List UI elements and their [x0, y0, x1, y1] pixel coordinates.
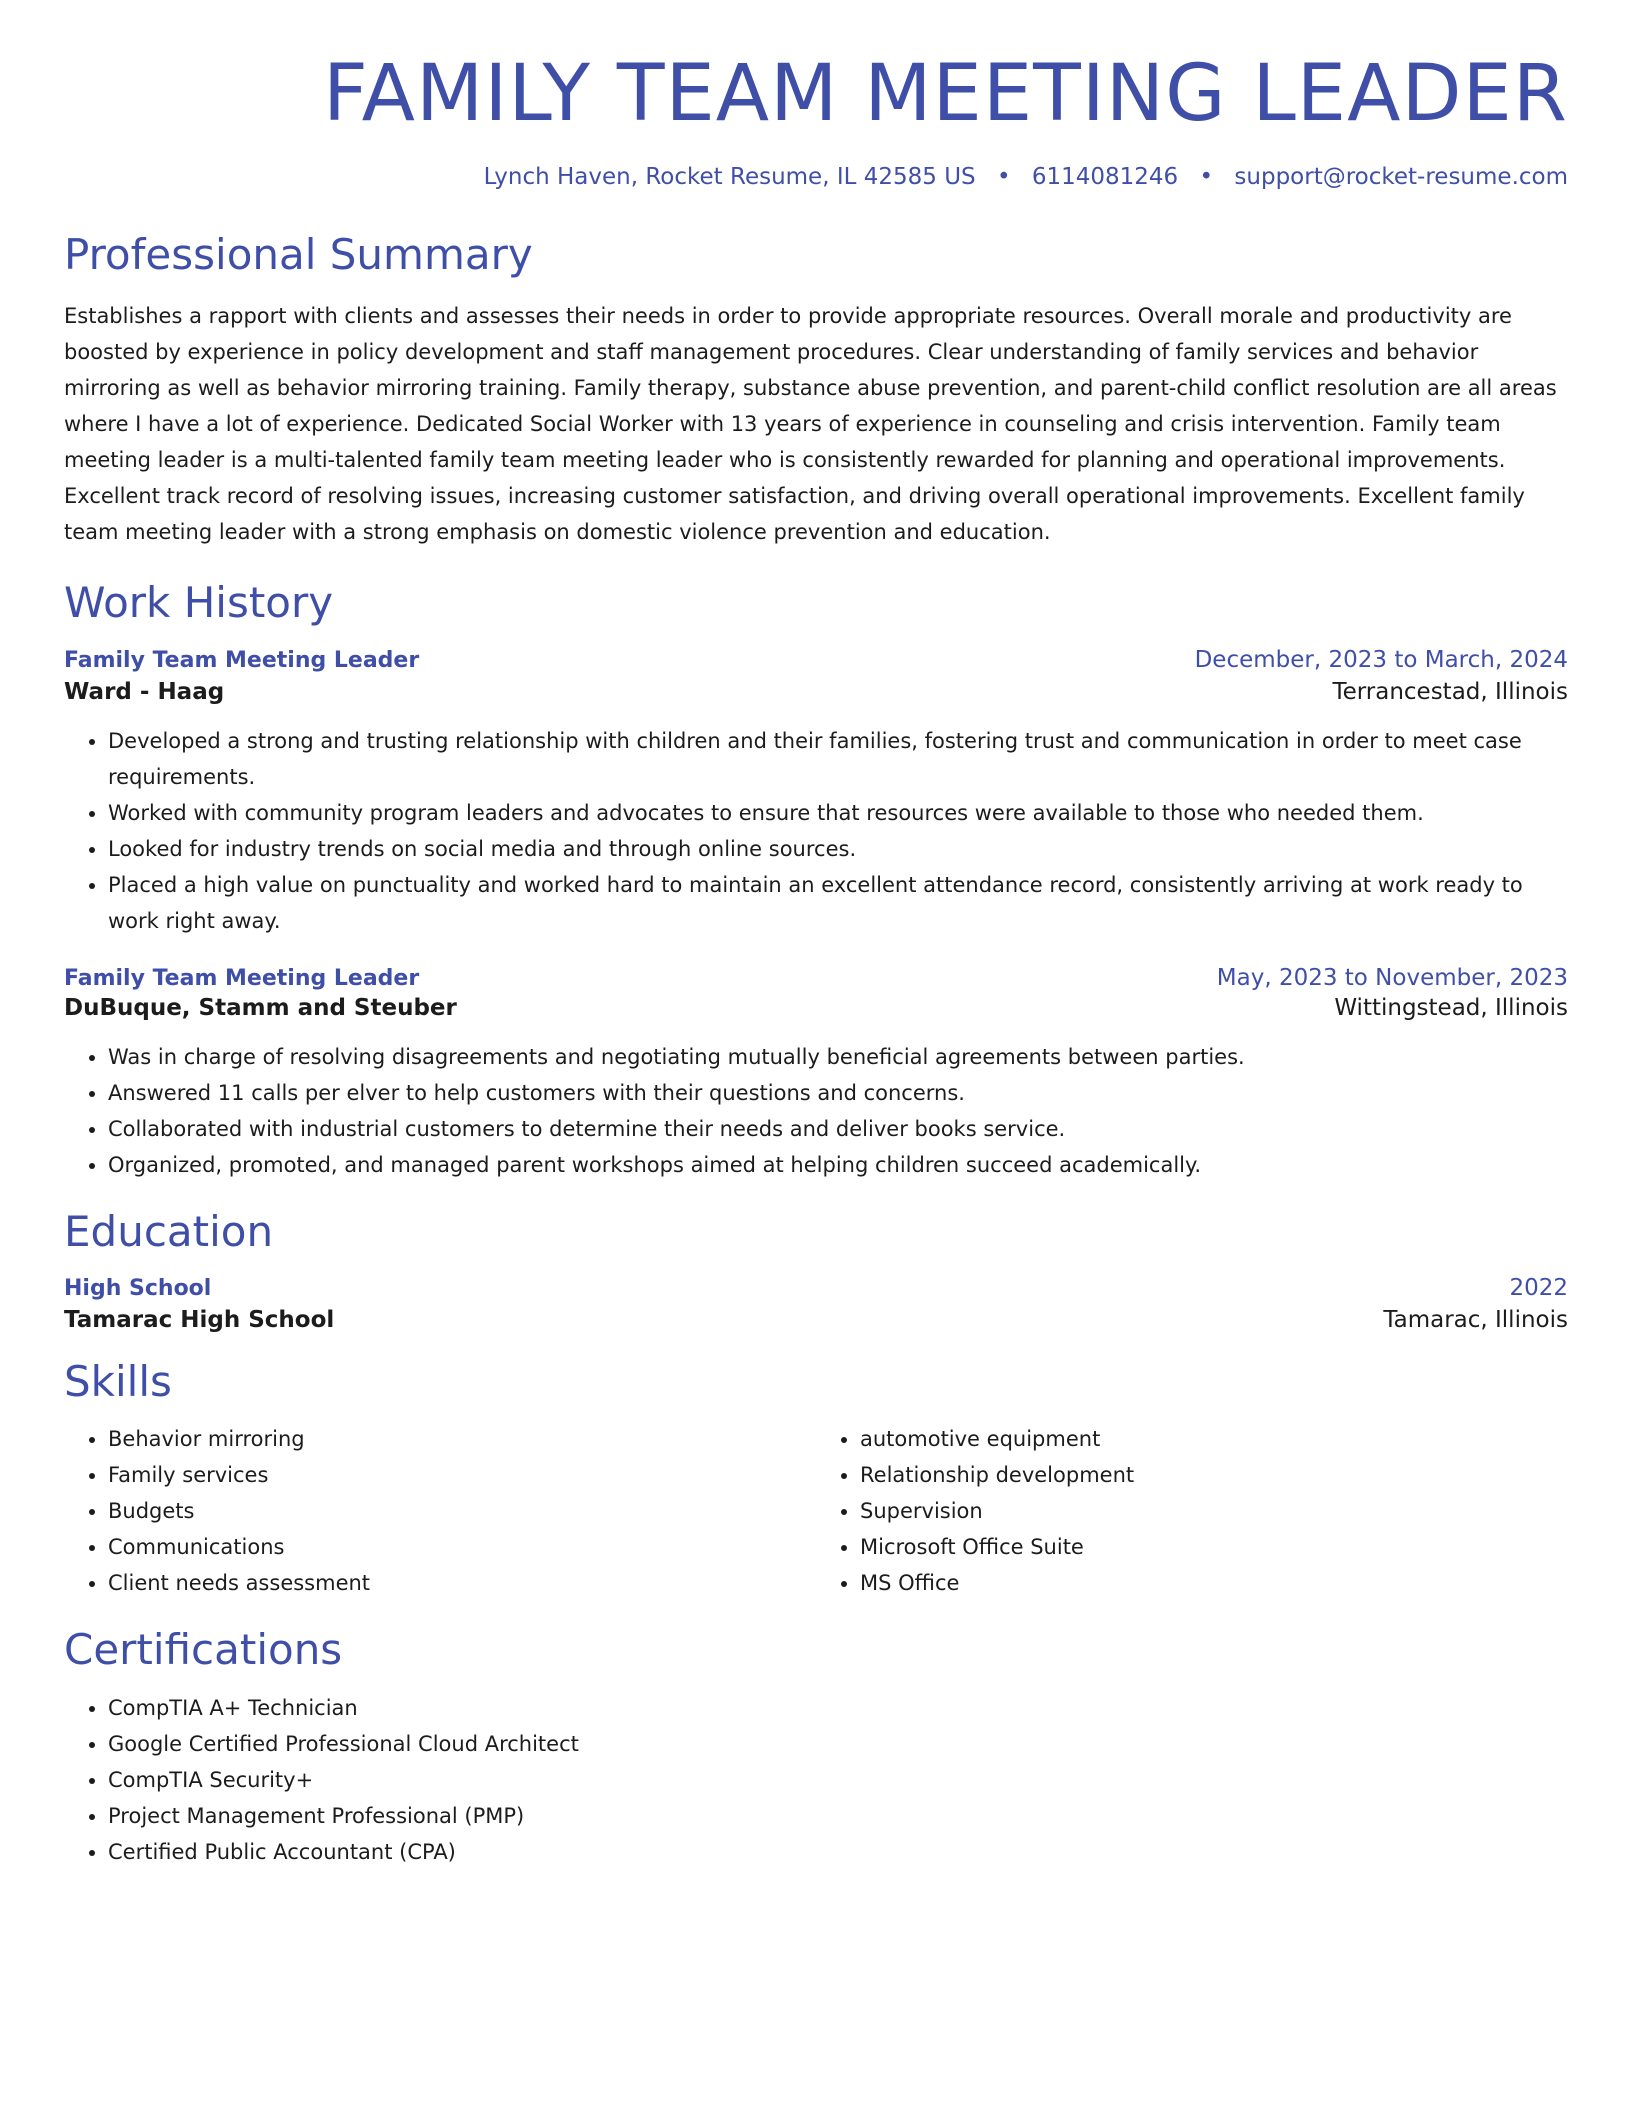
job-title: Family Team Meeting Leader	[64, 647, 420, 673]
contact-phone[interactable]: 6114081246	[1031, 164, 1179, 191]
skill-item: • Budgets	[108, 1493, 816, 1529]
job-location: Terrancestad, Illinois	[1332, 678, 1568, 705]
contact-line	[64, 164, 1568, 192]
certification-item: • Project Management Professional (PMP)	[108, 1798, 1568, 1834]
education-degree: High School	[64, 1276, 212, 1301]
job-org-row	[64, 995, 1568, 1021]
job-org-row	[64, 679, 1568, 705]
skills-heading: Skills	[64, 1357, 172, 1406]
job-bullet: • Looked for industry trends on social media and through online sources.	[108, 831, 1568, 867]
contact-email[interactable]: support@rocket-resume.com	[1234, 164, 1568, 191]
skill-item: • Relationship development	[860, 1457, 1568, 1493]
certification-item: • Certified Public Accountant (CPA)	[108, 1834, 1568, 1870]
contact-address: Lynch Haven, Rocket Resume, IL 42585 US	[483, 164, 976, 191]
skill-item: • Microsoft Office Suite	[860, 1529, 1568, 1565]
summary-text: Establishes a rapport with clients and assesses their needs in order to provide appropriate resources. Overall morale and productivity are boosted by experience in policy development and staff management procedures. Clear understanding of family services and behavior mirroring as well as behavior mirroring training. Family therapy, substance abuse prevention, and parent-child conflict resolution are all areas where I have a lot of experience. Dedicated Social Worker with 13 years of experience in counseling and crisis intervention. Family team meeting leader is a multi-talented family team meeting leader who is consistently rewarded for planning and operational improvements. Excellent track record of resolving issues, increasing customer satisfaction, and driving overall operational improvements. Excellent family team meeting leader with a strong emphasis on domestic violence prevention and education.	[64, 304, 1557, 545]
skill-item: • Client needs assessment	[108, 1565, 816, 1601]
contact-separator: •	[996, 164, 1011, 191]
work-history-section	[64, 578, 1568, 1182]
education-school-row	[64, 1307, 1568, 1333]
contact-separator: •	[1199, 164, 1214, 191]
job-bullet: • Answered 11 calls per elver to help customers with their questions and concerns.	[108, 1075, 1568, 1111]
skill-item: • MS Office	[860, 1565, 1568, 1601]
resume-title: FAMILY TEAM MEETING LEADER	[322, 49, 1568, 139]
education-location: Tamarac, Illinois	[1383, 1307, 1568, 1333]
job-bullet: • Worked with community program leaders and advocates to ensure that resources were available to those who needed them.	[108, 795, 1568, 831]
skill-item: • Communications	[108, 1529, 816, 1565]
skills-list-left	[64, 1421, 816, 1601]
education-heading: Education	[64, 1206, 274, 1256]
job-bullet: • Collaborated with industrial customers to determine their needs and deliver books service.	[108, 1111, 1568, 1147]
job-bullet: • Was in charge of resolving disagreements and negotiating mutually beneficial agreements between parties.	[108, 1039, 1568, 1075]
job-bullet: • Organized, promoted, and managed parent workshops aimed at helping children succeed academically.	[108, 1147, 1568, 1183]
job-bullet: • Placed a high value on punctuality and worked hard to maintain an excellent attendance record, consistently arriving at work ready to work right away.	[108, 867, 1568, 939]
work-history-heading: Work History	[64, 578, 334, 628]
skill-item: • Behavior mirroring	[108, 1421, 816, 1457]
certification-item: • Google Certified Professional Cloud Architect	[108, 1726, 1568, 1762]
skills-list-right	[816, 1421, 1568, 1601]
education-year: 2022	[1509, 1275, 1568, 1301]
job-bullet: • Developed a strong and trusting relationship with children and their families, fostering trust and communication in order to meet case requirements.	[108, 723, 1568, 795]
job-location: Wittingstead, Illinois	[1334, 994, 1568, 1021]
job-entry	[64, 647, 1568, 939]
education-school: Tamarac High School	[64, 1307, 335, 1333]
skill-item: • automotive equipment	[860, 1421, 1568, 1457]
certifications-heading: Certifications	[64, 1625, 343, 1675]
job-bullets	[64, 1039, 1568, 1183]
education-section	[64, 1207, 1568, 1333]
job-company: Ward - Haag	[64, 678, 225, 705]
skills-grid	[64, 1421, 1568, 1601]
job-header-row	[64, 647, 1568, 673]
skill-item: • Supervision	[860, 1493, 1568, 1529]
skills-section	[64, 1357, 1568, 1601]
job-entry	[64, 965, 1568, 1183]
summary-section	[64, 230, 1568, 550]
certifications-section	[64, 1625, 1568, 1869]
education-header-row	[64, 1275, 1568, 1301]
certifications-list	[64, 1690, 1568, 1870]
job-dates: May, 2023 to November, 2023	[1216, 964, 1568, 991]
certification-item: • CompTIA A+ Technician	[108, 1690, 1568, 1726]
skill-item: • Family services	[108, 1457, 816, 1493]
summary-heading: Professional Summary	[64, 229, 533, 279]
job-dates: December, 2023 to March, 2024	[1194, 646, 1568, 673]
job-title: Family Team Meeting Leader	[64, 965, 420, 991]
job-header-row	[64, 965, 1568, 991]
certification-item: • CompTIA Security+	[108, 1762, 1568, 1798]
job-company: DuBuque, Stamm and Steuber	[64, 994, 457, 1021]
job-bullets	[64, 723, 1568, 939]
